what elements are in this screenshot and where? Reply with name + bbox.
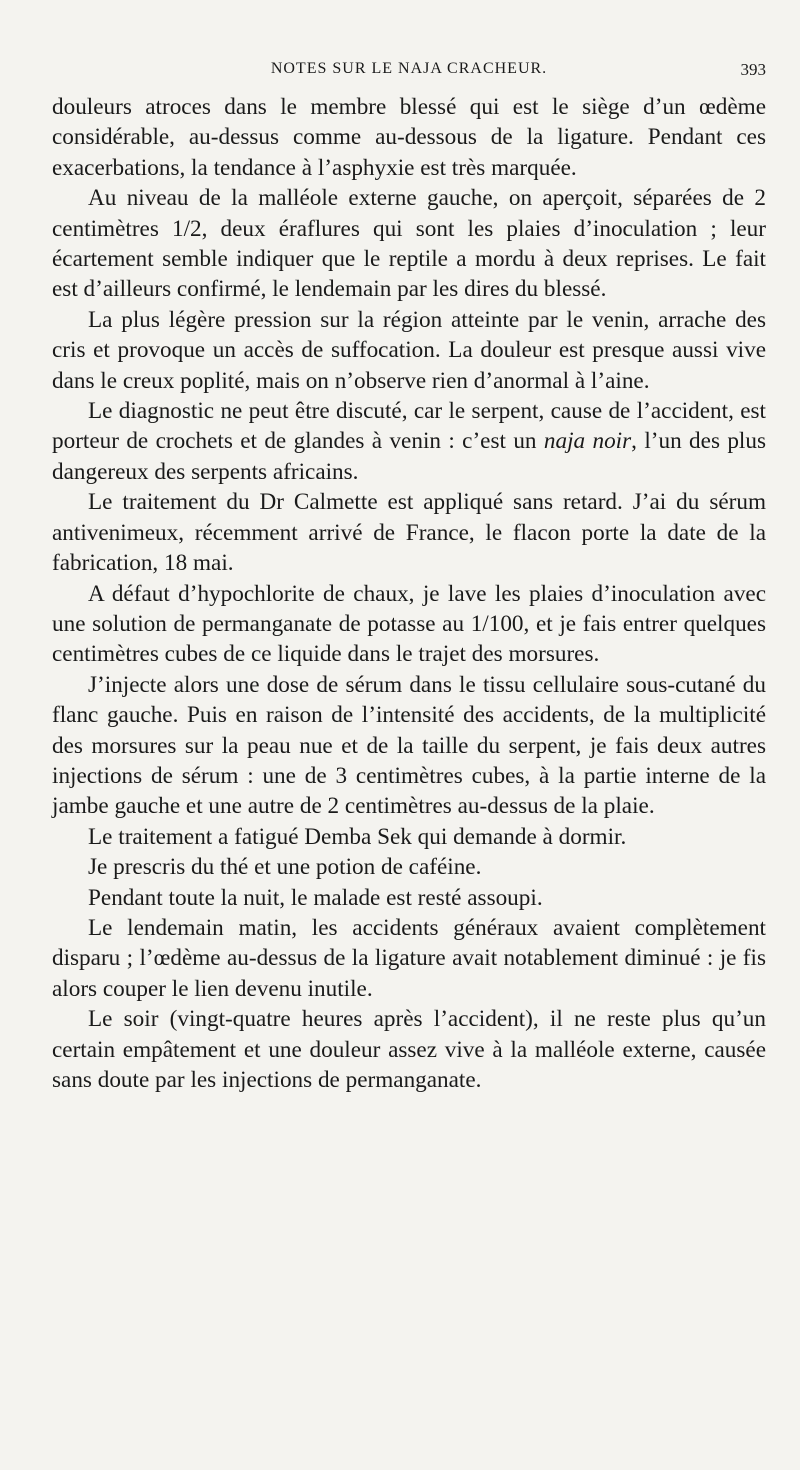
paragraph-4 <box>52 396 766 487</box>
paragraph-9: Je prescris du thé et une potion de caféine. <box>88 854 482 881</box>
paragraph-10: Pendant toute la nuit, le malade est resté assoupi. <box>88 884 543 911</box>
paragraph-2: Au niveau de la malléole externe gauche, on aperçoit, séparées de 2 centimètres 1/2, deux éraflures qui sont les plaies d’inoculation ; leur écartement semble indiquer que le reptile a mordu à deux reprises. Le fait est d’ailleurs confirmé, le lendemain par les dires du blessé. <box>52 185 766 303</box>
paragraph-7: J’injecte alors une dose de sérum dans le tissu cellulaire sous-cutané du flanc gauche. Puis en raison de l’intensité des accidents, de la multiplicité des morsures sur la peau nue et de la taille du serpent, je fais deux autres injections de sérum : une de 3 centimètres cubes, à la partie interne de la jambe gauche et une autre de 2 centimètres au-dessus de la plaie. <box>52 671 766 820</box>
body-text <box>52 92 766 1095</box>
paragraph-11: Le lendemain matin, les accidents généraux avaient complètement disparu ; l’œdème au-dessus de la ligature avait notablement diminué : je fis alors couper le lien devenu inutile. <box>52 914 766 1002</box>
paragraph-1: douleurs atroces dans le membre blessé qui est le siège d’un œdème considérable, au-dessus comme au-dessous de la ligature. Pendant ces exacerbations, la tendance à l’asphyxie est très marquée. <box>52 94 766 181</box>
paragraph-3: La plus légère pression sur la région atteinte par le venin, arrache des cris et provoque un accès de suffocation. La douleur est presque aussi vive dans le creux poplité, mais on n’observe rien d’anormal à l’aine. <box>52 306 766 394</box>
paragraph-6: A défaut d’hypochlorite de chaux, je lave les plaies d’inoculation avec une solution de permanganate de potasse au 1/100, et je fais entrer quelques centimètres cubes de ce liquide dans le trajet des morsures. <box>52 580 766 668</box>
species-name: naja noir <box>543 428 632 455</box>
paragraph-12: Le soir (vingt-quatre heures après l’accident), il ne reste plus qu’un certain empâtement et une douleur assez vive à la malléole externe, causée sans doute par les injections de permanganate. <box>52 1006 766 1093</box>
running-title: NOTES SUR LE NAJA CRACHEUR. <box>270 60 548 77</box>
page-number: 393 <box>740 60 766 79</box>
page-header <box>52 58 766 84</box>
paragraph-8: Le traitement a fatigué Demba Sek qui demande à dormir. <box>88 823 627 850</box>
paragraph-4-end: , l’un des plus dangereux des serpents africains. <box>52 428 766 485</box>
paragraph-5: Le traitement du Dr Calmette est appliqué sans retard. J’ai du sérum antivenimeux, récemment arrivé de France, le flacon porte la date de la fabrication, 18 mai. <box>52 489 766 577</box>
paragraph-4-start: Le diagnostic ne peut être discuté, car le serpent, cause de l’accident, est porteur de crochets et de glandes à venin : c’est un <box>52 398 766 455</box>
